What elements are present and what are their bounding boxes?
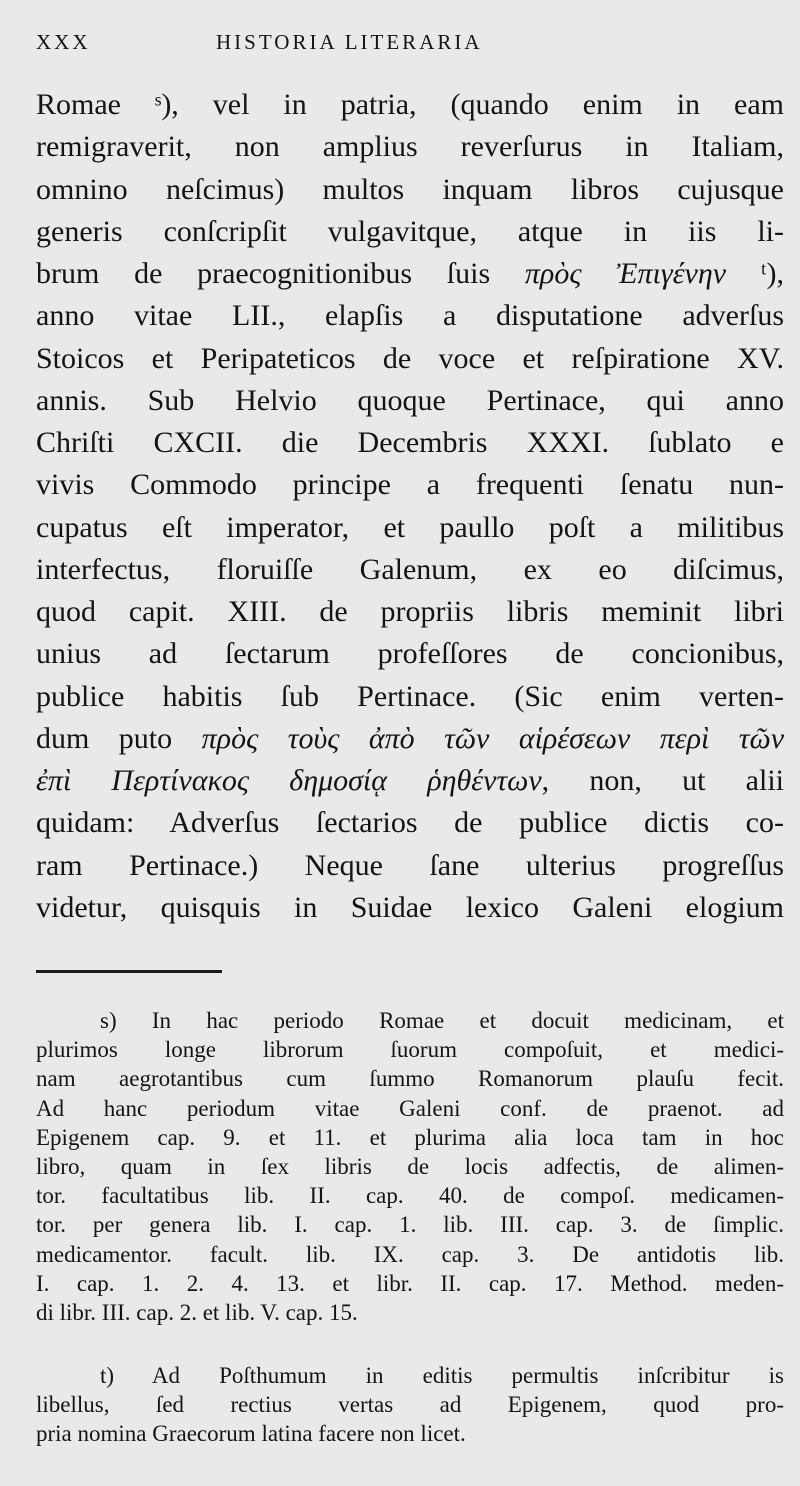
text-line: quidam: Adverſus ſectarios de publice dictis co-: [36, 806, 784, 840]
footnote-line: I. cap. 1. 2. 4. 13. et libr. II. cap. 17. Method. meden-: [36, 1270, 784, 1296]
text-line: annis. Sub Helvio quoque Pertinace, qui anno: [36, 383, 784, 417]
greek-text: ἐπὶ Περτίνακος δημοσίᾳ ῥηθέντων: [36, 764, 542, 797]
text-line: Chriſti CXCII. die Decembris XXXI. ſublato e: [36, 426, 784, 459]
text-line: cupatus eſt imperator, et paullo poſt a militibus: [36, 510, 784, 544]
footnote-t: [36, 1361, 784, 1449]
text-line: generis conſcripſit vulgavitque, atque in iis li-: [36, 214, 784, 248]
text-line: remigraverit, non amplius reverſurus in Italiam,: [36, 130, 784, 164]
footnote-line: medicamentor. facult. lib. IX. cap. 3. De antidotis lib.: [36, 1241, 784, 1267]
text-segment: brum de praecognitionibus ſuis: [36, 257, 491, 290]
footnote-line: t) Ad Poſthumum in editis permultis inſcribitur is: [100, 1363, 784, 1389]
footnote-ref: ᵗ),: [760, 257, 784, 290]
greek-text: πρὸς τοὺς ἀπὸ τῶν αἱρέσεων περὶ τῶν: [201, 721, 784, 755]
running-title: HISTORIA LITERARIA: [216, 30, 483, 54]
footnote-line: tor. per genera lib. I. cap. 1. lib. III. cap. 3. de ſimplic.: [36, 1212, 784, 1238]
text-segment: , non, ut alii: [541, 764, 784, 797]
text-line: [36, 253, 784, 295]
text-segment: dum puto: [36, 721, 173, 755]
text-line: Romae ˢ), vel in patria, (quando enim in eam: [36, 88, 784, 121]
footnote-line: Epigenem cap. 9. et 11. et plurima alia loca tam in hoc: [36, 1124, 784, 1150]
text-line: Stoicos et Peripateticos de voce et reſpiratione XV.: [36, 341, 784, 375]
footnote-line: Ad hanc periodum vitae Galeni conf. de praenot. ad: [36, 1095, 784, 1121]
footnotes: [36, 1006, 784, 1449]
main-text: [36, 84, 784, 929]
footnote-line: libro, quam in ſex libris de locis adfectis, de alimen-: [36, 1153, 784, 1179]
text-line: omnino neſcimus) multos inquam libros cujusque: [36, 172, 784, 206]
footnote-rule: [36, 970, 222, 973]
running-header: [36, 30, 596, 62]
footnote-line: pria nomina Graecorum latina facere non licet.: [36, 1421, 466, 1447]
footnote-line: di libr. III. cap. 2. et lib. V. cap. 15.: [36, 1299, 358, 1325]
text-line: quod capit. XIII. de propriis libris meminit libri: [36, 595, 784, 628]
text-line: ram Pertinace.) Neque ſane ulterius progreſſus: [36, 848, 784, 882]
page-number: XXX: [36, 30, 91, 54]
text-line: interfectus, floruiſſe Galenum, ex eo diſcimus,: [36, 552, 784, 586]
footnote-line: nam aegrotantibus cum ſummo Romanorum plauſu fecit.: [36, 1066, 784, 1092]
footnote-line: s) In hac periodo Romae et docuit medicinam, et: [100, 1008, 784, 1033]
text-line: anno vitae LII., elapſis a disputatione adverſus: [36, 299, 784, 333]
text-line: videtur, quisquis in Suidae lexico Galeni elogium: [36, 890, 784, 924]
footnote-line: libellus, ſed rectius vertas ad Epigenem, quod pro-: [36, 1392, 784, 1418]
text-line: publice habitis ſub Pertinace. (Sic enim verten-: [36, 679, 784, 713]
footnote-line: plurimos longe librorum ſuorum compoſuit, et medici-: [36, 1037, 784, 1063]
greek-text: πρὸς Ἐπιγένην: [524, 257, 727, 290]
text-line: [36, 760, 784, 802]
footnote-s: [36, 1006, 784, 1327]
footnote-line: tor. facultatibus lib. II. cap. 40. de compoſ. medicamen-: [36, 1183, 784, 1209]
text-line: [36, 718, 784, 760]
footnote-gap: [36, 1327, 784, 1361]
text-line: vivis Commodo principe a frequenti ſenatu nun-: [36, 468, 784, 502]
text-line: unius ad ſectarum profeſſores de concionibus,: [36, 637, 784, 671]
